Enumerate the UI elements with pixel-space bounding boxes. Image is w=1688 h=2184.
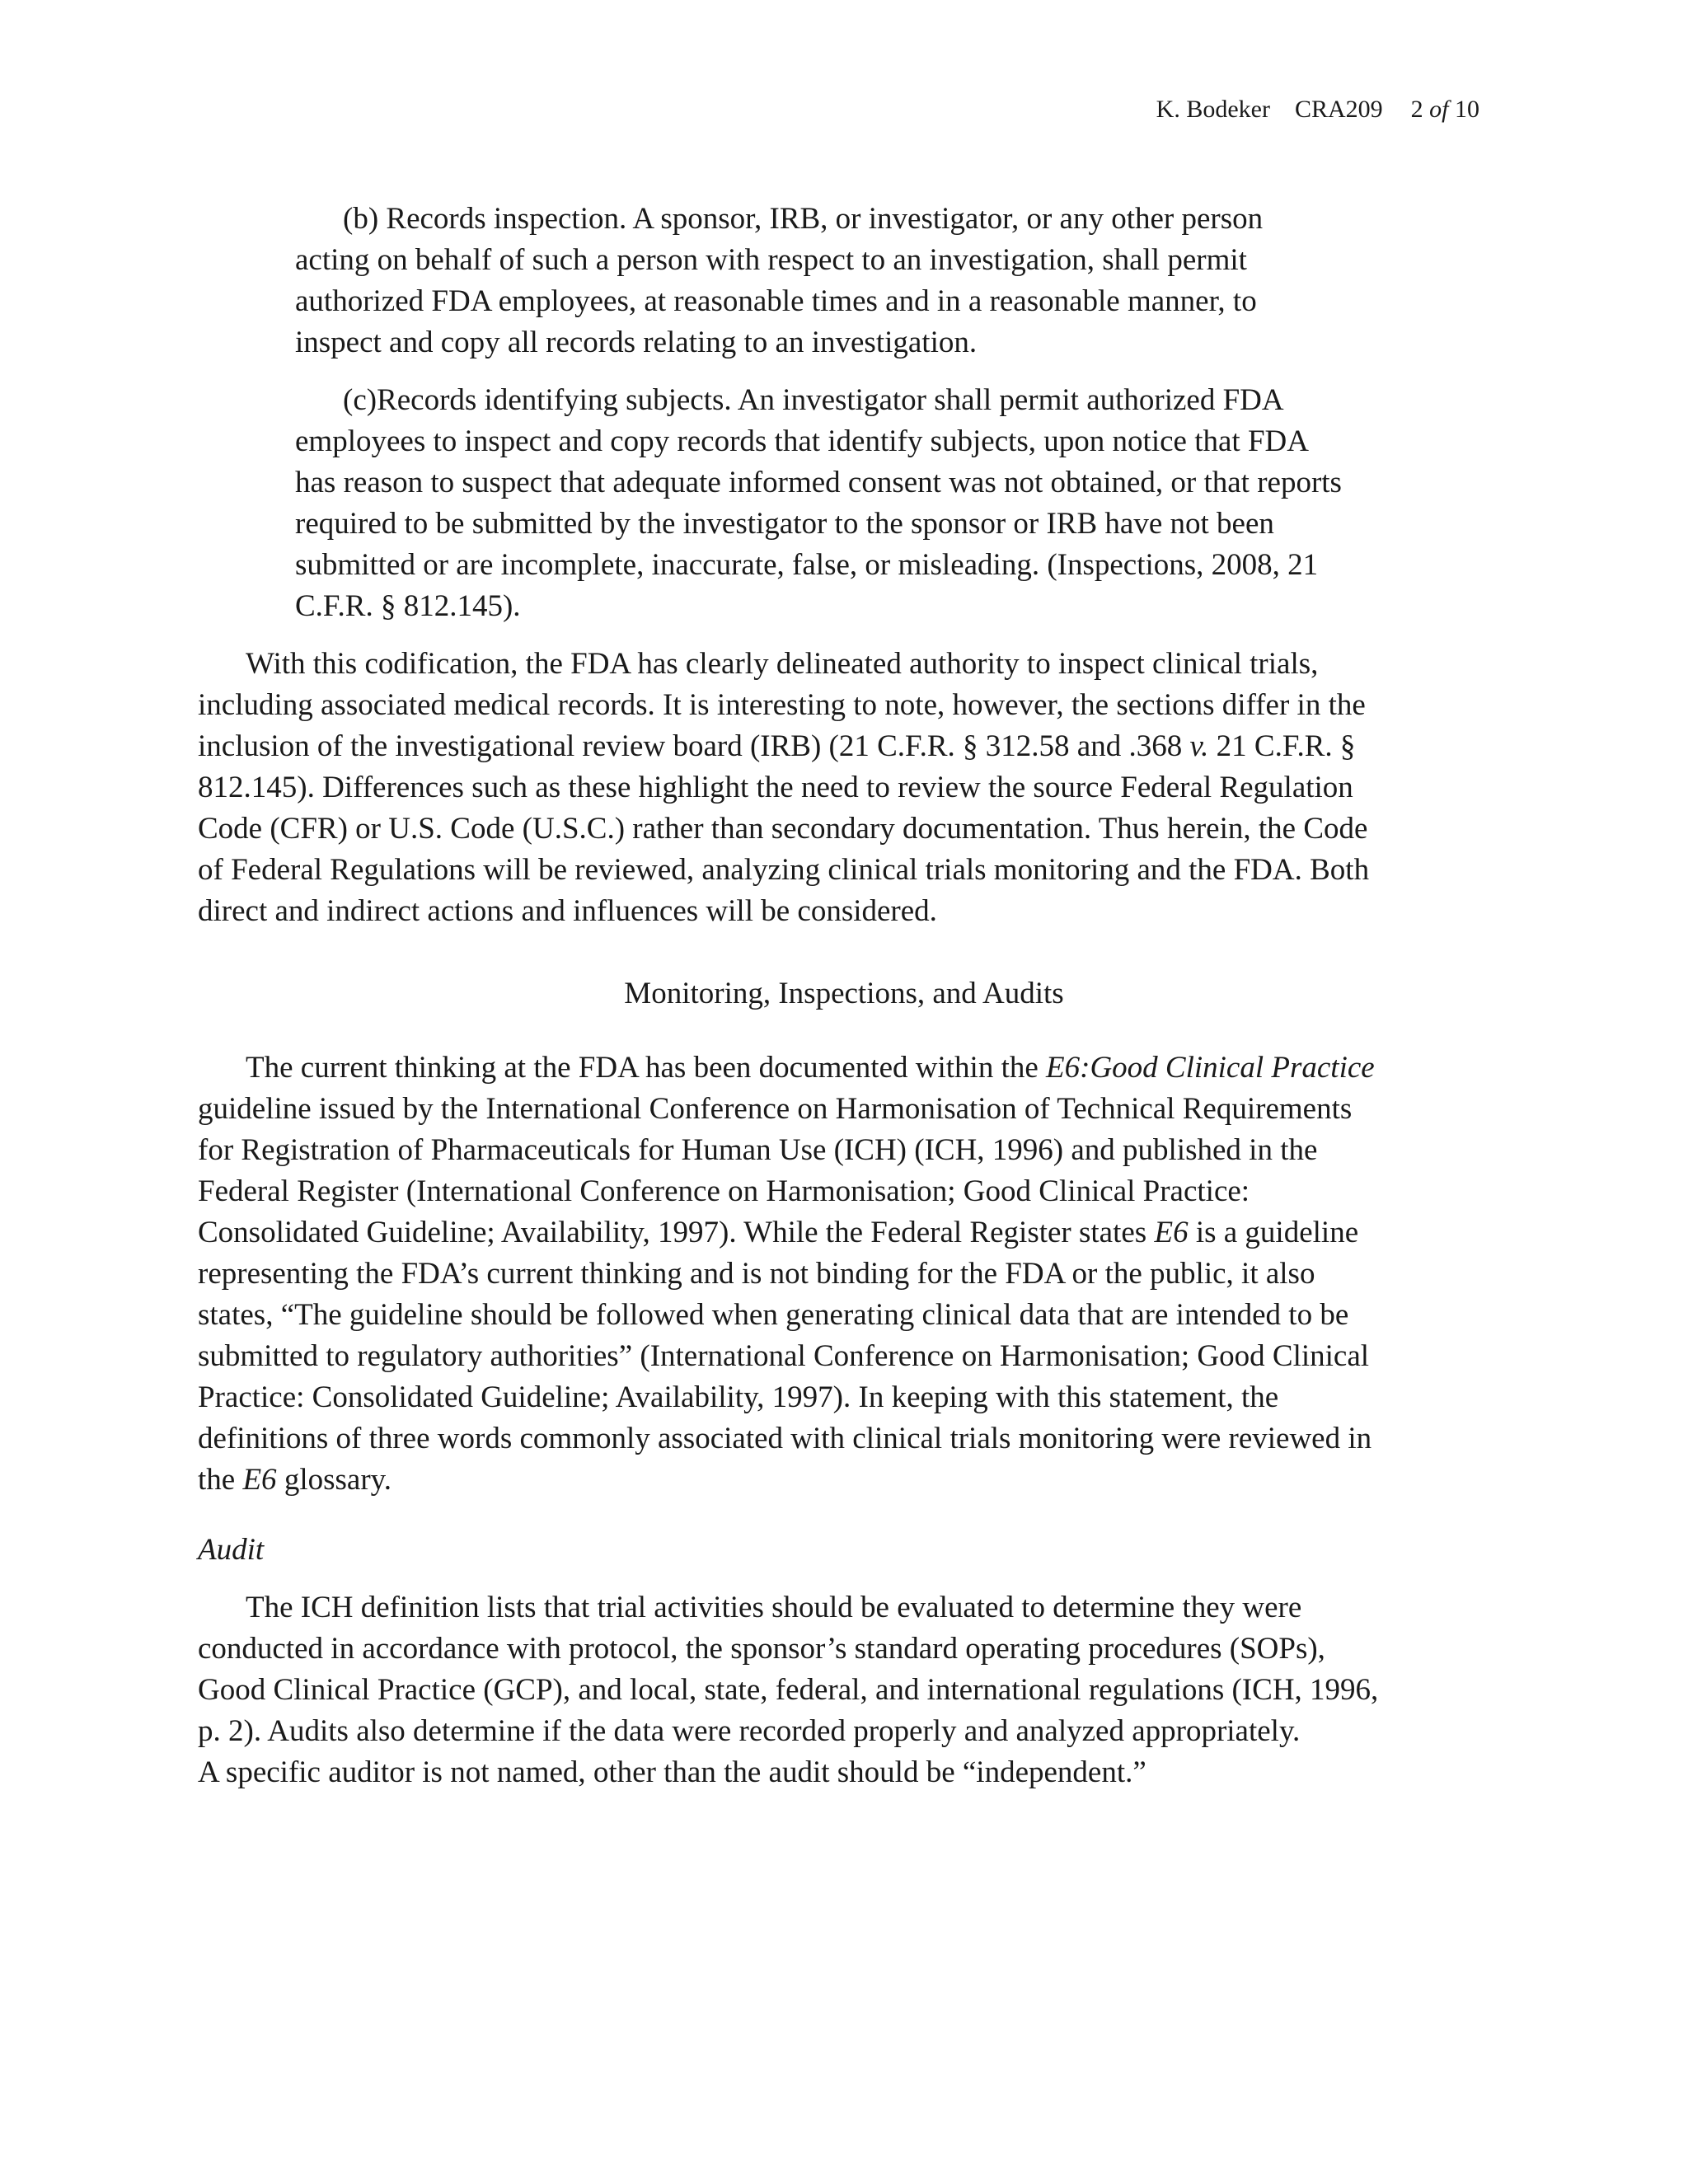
paragraph-line: The current thinking at the FDA has been documented within the E6:Good Clinical Practice	[246, 1051, 1375, 1085]
quote-b-line: authorized FDA employees, at reasonable times and in a reasonable manner, to	[295, 284, 1257, 318]
quote-b-line: (b) Records inspection. A sponsor, IRB, or investigator, or any other person	[343, 202, 1264, 236]
paragraph-line: inclusion of the investigational review board (IRB) (21 C.F.R. § 312.58 and .368 v. 21 C.F.R. §	[198, 729, 1356, 763]
paragraph-line: Federal Register (International Conference on Harmonisation; Good Clinical Practice:	[198, 1174, 1250, 1208]
paragraph-line: p. 2). Audits also determine if the data were recorded properly and analyzed appropriately.	[198, 1714, 1301, 1748]
header-page-total: 10	[1455, 96, 1479, 123]
quote-c-line: submitted or are incomplete, inaccurate, false, or misleading. (Inspections, 2008, 21	[295, 548, 1319, 582]
paragraph-line: the E6 glossary.	[198, 1463, 392, 1497]
paragraph-line: Practice: Consolidated Guideline; Availability, 1997). In keeping with this statement, the	[198, 1380, 1279, 1414]
header-of: of	[1429, 96, 1449, 123]
quote-c-line: employees to inspect and copy records that identify subjects, upon notice that FDA	[295, 424, 1309, 458]
header-author: K. Bodeker	[1156, 96, 1270, 123]
paragraph-line: Code (CFR) or U.S. Code (U.S.C.) rather than secondary documentation. Thus herein, the Code	[198, 812, 1368, 846]
quote-c-line: (c)Records identifying subjects. An investigator shall permit authorized FDA	[343, 383, 1284, 417]
paragraph-line: conducted in accordance with protocol, the sponsor’s standard operating procedures (SOPs),	[198, 1632, 1325, 1666]
paragraph-line: representing the FDA’s current thinking and is not binding for the FDA or the public, it also	[198, 1257, 1315, 1291]
paragraph-line: including associated medical records. It is interesting to note, however, the sections differ in the	[198, 688, 1366, 722]
paragraph-line: direct and indirect actions and influences will be considered.	[198, 894, 937, 928]
paragraph-line: With this codification, the FDA has clearly delineated authority to inspect clinical trials,	[246, 647, 1319, 681]
subheading-audit: Audit	[198, 1533, 265, 1567]
quote-b-line: inspect and copy all records relating to an investigation.	[295, 326, 978, 359]
paragraph-line: guideline issued by the International Conference on Harmonisation of Technical Requirements	[198, 1092, 1353, 1126]
paragraph-line: states, “The guideline should be followed when generating clinical data that are intended to be	[198, 1298, 1349, 1332]
paragraph-line: Consolidated Guideline; Availability, 1997). While the Federal Register states E6 is a guideline	[198, 1216, 1359, 1249]
quote-c-line: required to be submitted by the investigator to the sponsor or IRB have not been	[295, 507, 1274, 541]
quote-b-line: acting on behalf of such a person with respect to an investigation, shall permit	[295, 243, 1247, 277]
paragraph-line: for Registration of Pharmaceuticals for Human Use (ICH) (ICH, 1996) and published in the	[198, 1133, 1318, 1167]
quote-c-line: C.F.R. § 812.145).	[295, 589, 521, 623]
paragraph-line: 812.145). Differences such as these highlight the need to review the source Federal Regulation	[198, 771, 1353, 804]
paragraph-line: definitions of three words commonly associated with clinical trials monitoring were reviewed in	[198, 1422, 1372, 1455]
quote-c-line: has reason to suspect that adequate informed consent was not obtained, or that reports	[295, 466, 1342, 499]
section-heading: Monitoring, Inspections, and Audits	[624, 977, 1064, 1010]
paragraph-line: of Federal Regulations will be reviewed, analyzing clinical trials monitoring and the FDA. Both	[198, 853, 1370, 887]
header-course: CRA209	[1294, 96, 1383, 123]
paragraph-line: submitted to regulatory authorities” (International Conference on Harmonisation; Good Clinical	[198, 1339, 1370, 1373]
paragraph-line: A specific auditor is not named, other than the audit should be “independent.”	[198, 1755, 1146, 1789]
paragraph-line: The ICH definition lists that trial activities should be evaluated to determine they were	[246, 1591, 1302, 1624]
running-header	[1156, 97, 1479, 122]
header-page-number: 2	[1410, 96, 1423, 123]
paragraph-line: Good Clinical Practice (GCP), and local, state, federal, and international regulations (ICH, 1996,	[198, 1673, 1379, 1707]
